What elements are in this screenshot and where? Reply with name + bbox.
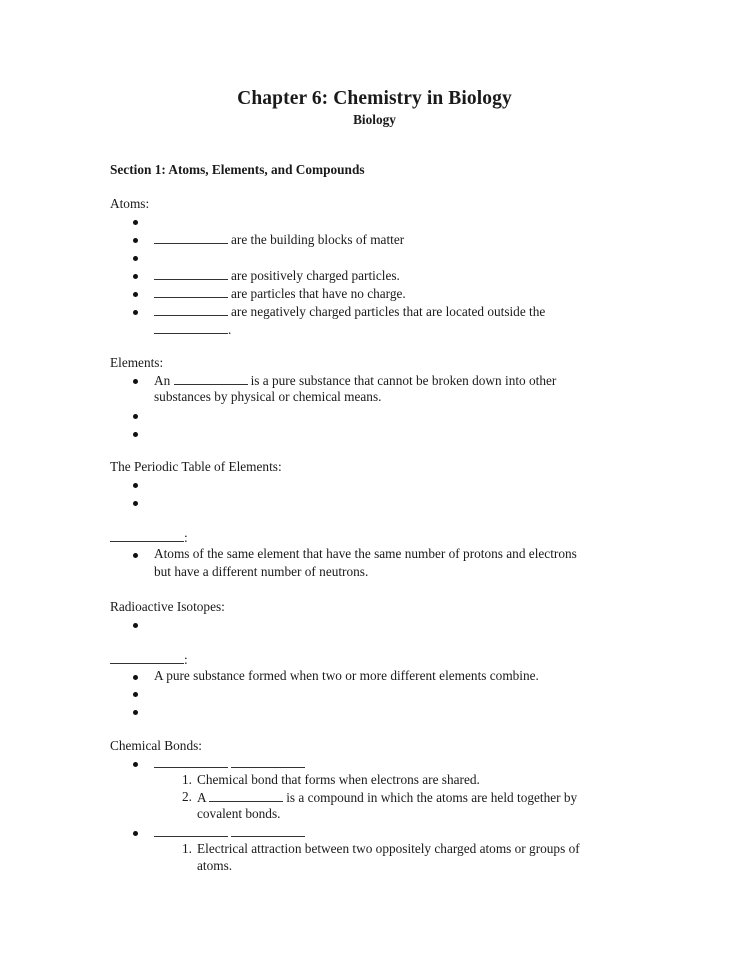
fill-in-blank[interactable] [154, 755, 228, 768]
list-item: A pure substance formed when two or more different elements combine. [154, 668, 539, 683]
fill-in-blank[interactable] [154, 267, 228, 280]
item-text: A [197, 790, 206, 805]
bullet-icon [133, 256, 138, 261]
bullet-icon [133, 483, 138, 488]
sub-item: Electrical attraction between two oppositely charged atoms or groups of [197, 841, 580, 856]
list-item-blanks [154, 824, 308, 841]
bullet-icon [133, 692, 138, 697]
list-item-continuation [154, 321, 231, 338]
heading-suffix: : [184, 530, 188, 545]
bullet-icon [133, 623, 138, 628]
list-number: 1. [182, 772, 192, 787]
list-number: 2. [182, 789, 192, 804]
list-item-line2: but have a different number of neutrons. [154, 564, 369, 579]
bullet-icon [133, 501, 138, 506]
bullet-icon [133, 310, 138, 315]
bullet-icon [133, 238, 138, 243]
sub-item-line2: covalent bonds. [197, 806, 281, 821]
bullet-icon [133, 220, 138, 225]
fill-in-blank[interactable] [110, 651, 184, 664]
list-item-blanks [154, 755, 308, 772]
list-item [154, 303, 545, 320]
list-item-line2: substances by physical or chemical means. [154, 389, 382, 404]
list-item [154, 372, 556, 389]
list-item: Atoms of the same element that have the same number of protons and electrons [154, 546, 577, 561]
bullet-icon [133, 675, 138, 680]
item-text: are positively charged particles. [231, 268, 400, 283]
bullet-icon [133, 274, 138, 279]
bullet-icon [133, 762, 138, 767]
bullet-icon [133, 710, 138, 715]
list-item [154, 267, 400, 284]
fill-in-blank[interactable] [231, 824, 305, 837]
bullet-icon [133, 432, 138, 437]
page-subtitle: Biology [353, 112, 396, 127]
chemical-bonds-heading: Chemical Bonds: [110, 738, 202, 753]
bullet-icon [133, 414, 138, 419]
list-item [154, 285, 406, 302]
sub-item [197, 789, 577, 806]
list-number: 1. [182, 841, 192, 856]
bullet-icon [133, 831, 138, 836]
section-heading: Section 1: Atoms, Elements, and Compounds [110, 162, 365, 177]
periodic-table-heading: The Periodic Table of Elements: [110, 459, 282, 474]
item-text: are negatively charged particles that are located outside the [231, 304, 546, 319]
item-text: . [228, 322, 232, 337]
bullet-icon [133, 379, 138, 384]
compounds-heading [110, 651, 188, 668]
fill-in-blank[interactable] [231, 755, 305, 768]
fill-in-blank[interactable] [154, 303, 228, 316]
item-text: are the building blocks of matter [231, 232, 405, 247]
heading-suffix: : [184, 652, 188, 667]
item-text: An [154, 373, 171, 388]
page-title: Chapter 6: Chemistry in Biology [237, 88, 512, 109]
bullet-icon [133, 292, 138, 297]
fill-in-blank[interactable] [110, 529, 184, 542]
list-item [154, 231, 404, 248]
elements-heading: Elements: [110, 355, 164, 370]
atoms-heading: Atoms: [110, 196, 150, 211]
item-text: is a compound in which the atoms are held together by [286, 790, 578, 805]
fill-in-blank[interactable] [154, 285, 228, 298]
item-text: is a pure substance that cannot be broken down into other [250, 373, 557, 388]
sub-item-line2: atoms. [197, 858, 233, 873]
fill-in-blank[interactable] [209, 789, 283, 802]
isotopes-heading [110, 529, 188, 546]
fill-in-blank[interactable] [154, 321, 228, 334]
fill-in-blank[interactable] [154, 824, 228, 837]
fill-in-blank[interactable] [154, 231, 228, 244]
sub-item: Chemical bond that forms when electrons are shared. [197, 772, 480, 787]
radioactive-heading: Radioactive Isotopes: [110, 599, 225, 614]
item-text: are particles that have no charge. [231, 286, 406, 301]
fill-in-blank[interactable] [174, 372, 248, 385]
bullet-icon [133, 553, 138, 558]
